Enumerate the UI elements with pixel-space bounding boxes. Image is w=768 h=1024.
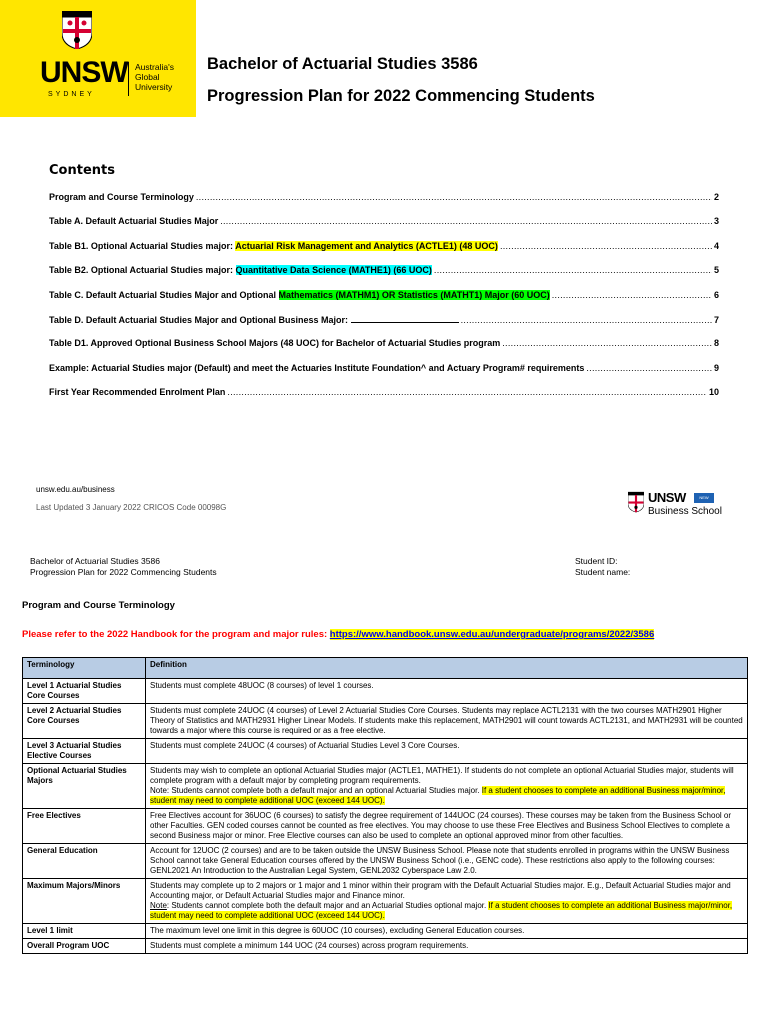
student-id-label: Student ID: xyxy=(575,556,618,566)
document-subtitle: Progression Plan for 2022 Commencing Students xyxy=(207,87,595,105)
terminology-table xyxy=(22,657,748,954)
handbook-link[interactable]: https://www.handbook.unsw.edu.au/undergraduate/programs/2022/3586 xyxy=(329,629,655,640)
unsw-crest-icon xyxy=(62,11,92,49)
table-row: Level 1 Actuarial Studies Core Courses Students must complete 48UOC (8 courses) of level 1 courses. xyxy=(23,679,748,704)
toc-item-table-d[interactable]: Table D. Default Actuarial Studies Major and Optional Business Major: ..... 7 xyxy=(49,314,719,338)
bs-wordmark: UNSW xyxy=(648,490,686,505)
bs-name: Business School xyxy=(648,506,722,517)
table-row: Level 1 limit The maximum level one limit in this degree is 60UOC (10 courses), excluding General Education courses. xyxy=(23,924,748,939)
table-row: Optional Actuarial Studies Majors Students may wish to complete an optional Actuarial Studies major (ACTLE1, MATHE1). If students do not complete an optional Actuarial Studies major, students will complete program with a default major by completing program requirements. Note: Students cannot complete both a default major and an optional Actuarial Studies major. If a student chooses to complete an additional Business major/minor, student may need to complete additional UOC (exceed 144 UOC). xyxy=(23,764,748,809)
blank-underline xyxy=(351,314,459,323)
table-row: General Education Account for 12UOC (2 courses) and are to be taken outside the UNSW Business School. Please note that students enrolled in programs within the UNSW Business School cannot take General Education courses offered by the UNSW Business School (i.e., GENC code). These restrictions also apply to the following courses: GENL2021 An Introduction to the Australian Legal System, GENL2032 Cyberspace Law 2.0. xyxy=(23,844,748,879)
toc-item-terminology[interactable]: Program and Course Terminology ..... 2 xyxy=(49,192,719,216)
toc-item-table-a[interactable]: Table A. Default Actuarial Studies Major ..... 3 xyxy=(49,216,719,240)
toc-item-first-year[interactable]: First Year Recommended Enrolment Plan ..... 10 xyxy=(49,387,719,411)
toc-item-table-d1[interactable]: Table D1. Approved Optional Business School Majors (48 UOC) for Bachelor of Actuarial Studies program ..... 8 xyxy=(49,338,719,362)
table-row: Maximum Majors/Minors Students may complete up to 2 majors or 1 major and 1 minor within their program with the Default Actuarial Studies major. E.g., Default Actuarial Studies major and Accounting major, or Default Actuarial Studies major and Finance minor. Note: Students cannot complete both the default major and an Actuarial Studies optional major. If a student chooses to complete an additional Business major/minor, student may need to complete additional UOC (exceed 144 UOC). xyxy=(23,879,748,924)
toc-item-table-b1[interactable]: Table B1. Optional Actuarial Studies major: Actuarial Risk Management and Analytics (ACTLE1) (48 UOC) ..... 4 xyxy=(49,241,719,265)
terminology-heading: Program and Course Terminology xyxy=(22,600,175,611)
table-row: Level 2 Actuarial Studies Core Courses Students must complete 24UOC (4 courses) of Level 2 Actuarial Studies Core Courses. Students may replace ACTL2131 with the two courses MATH2901 Higher Theory of Statistics and MATH2931 Higher Linear Models. If students make this replacement, MATH2901 will count towards ACTL2131, and MATH2931 will be counted towards a major where this course is required or as a free elective. xyxy=(23,704,748,739)
column-header: Terminology xyxy=(23,658,146,679)
toc-item-table-b2[interactable]: Table B2. Optional Actuarial Studies major: Quantitative Data Science (MATHE1) (66 UOC) ..... 5 xyxy=(49,265,719,289)
column-header: Definition xyxy=(146,658,748,679)
page2-header-left: Bachelor of Actuarial Studies 3586 Progression Plan for 2022 Commencing Students xyxy=(30,556,217,577)
table-row: Overall Program UOC Students must complete a minimum 144 UOC (24 courses) across program requirements. xyxy=(23,939,748,954)
business-school-logo xyxy=(628,490,728,520)
logo-divider xyxy=(128,62,129,96)
unsw-sydney-label: SYDNEY xyxy=(48,91,95,98)
table-of-contents xyxy=(49,192,719,412)
student-name-label: Student name: xyxy=(575,567,631,577)
toc-item-table-c[interactable]: Table C. Default Actuarial Studies Major and Optional Mathematics (MATHM1) OR Statistics (MATHT1) Major (60 UOC) ..... 6 xyxy=(49,290,719,314)
table-header-row xyxy=(23,658,748,679)
footer-updated: Last Updated 3 January 2022 CRICOS Code 00098G xyxy=(36,503,227,512)
unsw-crest-icon xyxy=(628,490,644,514)
handbook-reference: Please refer to the 2022 Handbook for the program and major rules: https://www.handbook.unsw.edu.au/undergraduate/programs/2022/3586 xyxy=(22,629,655,640)
footer-url[interactable]: unsw.edu.au/business xyxy=(36,485,115,494)
table-row: Free Electives Free Electives account for 36UOC (6 courses) to satisfy the degree requirement of 144UOC (24 courses). These courses may be taken from the Business School or other Faculties. GEN coded courses cannot be counted as free electives. You may choose to use these Free Electives and Business School Electives to complete a second Business major or minor. Free Elective courses can also be used to complete an optional approved minor from other faculties. xyxy=(23,809,748,844)
student-info xyxy=(575,556,630,578)
contents-heading: Contents xyxy=(49,163,115,178)
document-title: Bachelor of Actuarial Studies 3586 xyxy=(207,55,478,73)
toc-item-example[interactable]: Example: Actuarial Studies major (Default) and meet the Actuaries Institute Foundation^ and Actuary Program# requirements ..... 9 xyxy=(49,363,719,387)
unsw-logo xyxy=(0,0,196,117)
table-row: Level 3 Actuarial Studies Elective Courses Students must complete 24UOC (4 courses) of Actuarial Studies Level 3 Core Courses. xyxy=(23,739,748,764)
unsw-wordmark: UNSW xyxy=(40,56,128,89)
bs-badge: NEW xyxy=(694,493,714,503)
logo-tagline: Australia's Global University xyxy=(135,62,174,92)
